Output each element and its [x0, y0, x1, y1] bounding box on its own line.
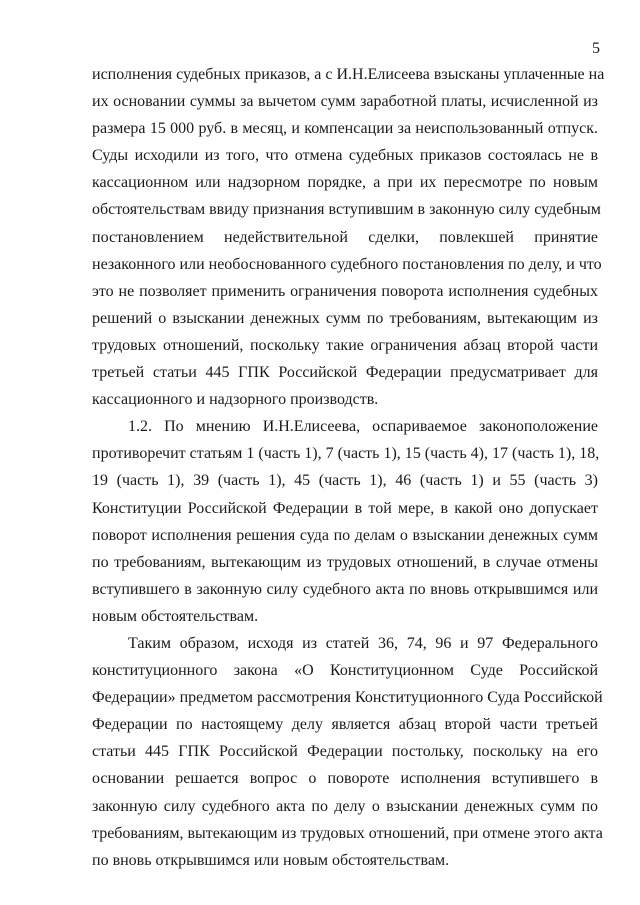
text-line: их основании суммы за вычетом сумм заработной платы, исчисленной из: [92, 93, 598, 111]
text-line: обстоятельствам ввиду признания вступившим в законную силу судебным: [92, 201, 601, 219]
text-line: законную силу судебного акта по делу о взыскании денежных сумм по: [92, 797, 598, 815]
text-line: статьи 445 ГПК Российской Федерации постольку, поскольку на его: [92, 743, 598, 761]
paragraph: [92, 61, 605, 413]
text-line: незаконного или необоснованного судебного постановления по делу, и что: [92, 255, 602, 273]
text-line: Конституции Российской Федерации в той мере, в какой оно допускает: [92, 499, 598, 517]
text-line: Федерации по настоящему делу является абзац второй части третьей: [92, 716, 598, 734]
paragraph: [92, 630, 603, 874]
text-line: кассационном или надзорном порядке, а при их пересмотре по новым: [92, 174, 598, 192]
text-line: это не позволяет применить ограничения поворота исполнения судебных: [92, 282, 598, 300]
text-line: по требованиям, вытекающим из трудовых отношений, в случае отмены: [92, 553, 598, 571]
text-line: кассационного и надзорного производств.: [92, 391, 379, 409]
text-line: Федерации» предметом рассмотрения Конституционного Суда Российской: [92, 689, 603, 707]
text-line: требованиям, вытекающим из трудовых отношений, при отмене этого акта: [92, 824, 603, 842]
text-line: трудовых отношений, поскольку такие ограничения абзац второй части: [92, 336, 598, 354]
text-line: решений о взыскании денежных сумм по требованиям, вытекающим из: [92, 309, 598, 327]
text-line: Таким образом, исходя из статей 36, 74, 96 и 97 Федерального: [128, 634, 598, 652]
paragraph: [92, 413, 598, 630]
text-line: новым обстоятельствам.: [92, 607, 259, 625]
page-number: 5: [592, 40, 600, 57]
text-line: 1.2. По мнению И.Н.Елисеева, оспариваемое законоположение: [128, 418, 598, 436]
text-line: основании решается вопрос о повороте исполнения вступившего в: [92, 770, 598, 788]
text-line: Суды исходили из того, что отмена судебных приказов состоялась не в: [92, 147, 598, 165]
text-line: третьей статьи 445 ГПК Российской Федерации предусматривает для: [92, 364, 598, 382]
text-line: постановлением недействительной сделки, повлекшей принятие: [92, 228, 598, 246]
text-line: поворот исполнения решения суда по делам о взыскании денежных сумм: [92, 526, 598, 544]
text-line: конституционного закона «О Конституционном Суде Российской: [92, 662, 598, 680]
text-line: исполнения судебных приказов, а с И.Н.Елисеева взысканы уплаченные на: [92, 66, 605, 83]
text-line: по вновь открывшимся или новым обстоятельствам.: [92, 851, 450, 869]
text-line: размера 15 000 руб. в месяц, и компенсации за неиспользованный отпуск.: [92, 120, 598, 138]
text-line: 19 (часть 1), 39 (часть 1), 45 (часть 1), 46 (часть 1) и 55 (часть 3): [92, 472, 598, 490]
document-body: [92, 61, 605, 874]
text-line: противоречит статьям 1 (часть 1), 7 (часть 1), 15 (часть 4), 17 (часть 1), 18,: [92, 445, 600, 463]
text-line: вступившего в законную силу судебного акта по вновь открывшимся или: [92, 580, 598, 598]
